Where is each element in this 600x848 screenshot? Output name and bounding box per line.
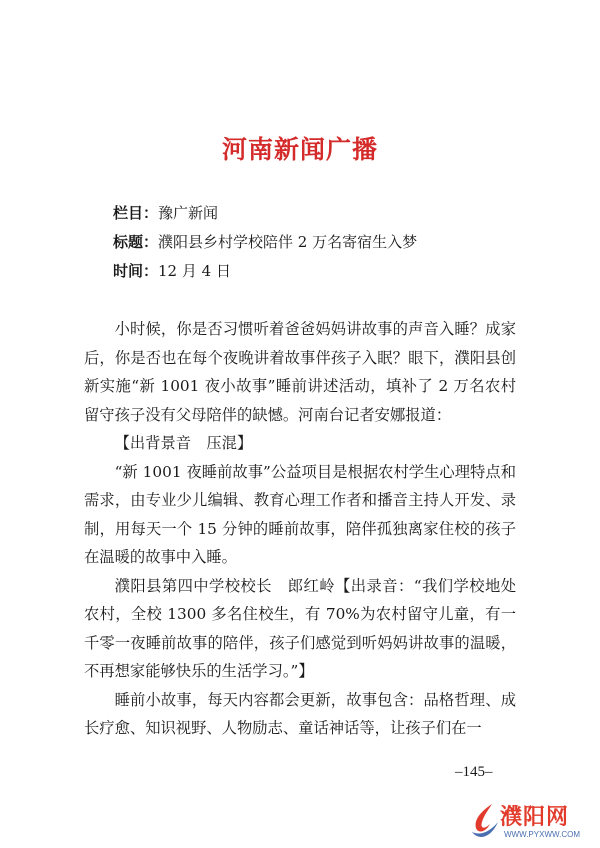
meta-headline-value: 濮阳县乡村学校陪伴 2 万名寄宿生入梦 [158,233,418,251]
article-body [84,315,516,743]
meta-date [113,261,231,281]
meta-column-value: 豫广新闻 [158,204,219,222]
paragraph-intro: 小时候，你是否习惯听着爸爸妈妈讲故事的声音入睡？成家后，你是否也在每个夜晚讲着故事伴孩子入眠？眼下，濮阳县创新实施“新 1001 夜小故事”睡前讲述活动，填补了 2 万名农村留守孩子没有父母陪伴的缺憾。河南台记者安娜报道： [84,320,516,424]
meta-column-label: 栏目： [113,204,159,222]
paragraph-quote: 濮阳县第四中学校校长 郎红岭【出录音：“我们学校地处农村，全校 1300 多名住校生，有 70%为农村留守儿童，有一千零一夜睡前故事的陪伴，孩子们感觉到听妈妈讲故事的温暖，不再想家能够快乐的生活学习。”】 [84,576,516,680]
meta-headline-label: 标题： [113,233,159,251]
paragraph-audio-cue: 【出背景音 压混】 [114,434,253,452]
page-title: 河南新闻广播 [221,135,378,164]
meta-headline [113,232,417,252]
swoosh-icon [470,802,500,842]
paragraph-project: “新 1001 夜睡前故事”公益项目是根据农村学生心理特点和需求，由专业少儿编辑、教育心理工作者和播音主持人开发、录制，用每天一个 15 分钟的睡前故事，陪伴孤独离家住校的孩子在温暖的故事中入睡。 [84,462,516,566]
watermark-url: WWW.PYXWW.COM [504,830,580,839]
watermark-logo [470,800,598,846]
watermark-name: 濮阳网 [500,805,570,830]
meta-column [113,203,218,223]
meta-date-label: 时间： [113,262,159,280]
paragraph-content: 睡前小故事，每天内容都会更新，故事包含：品格哲理、成长疗愈、知识视野、人物励志、童话神话等，让孩子们在一 [84,690,516,737]
meta-date-value: 12 月 4 日 [158,262,231,280]
page-number: –145– [455,764,493,780]
